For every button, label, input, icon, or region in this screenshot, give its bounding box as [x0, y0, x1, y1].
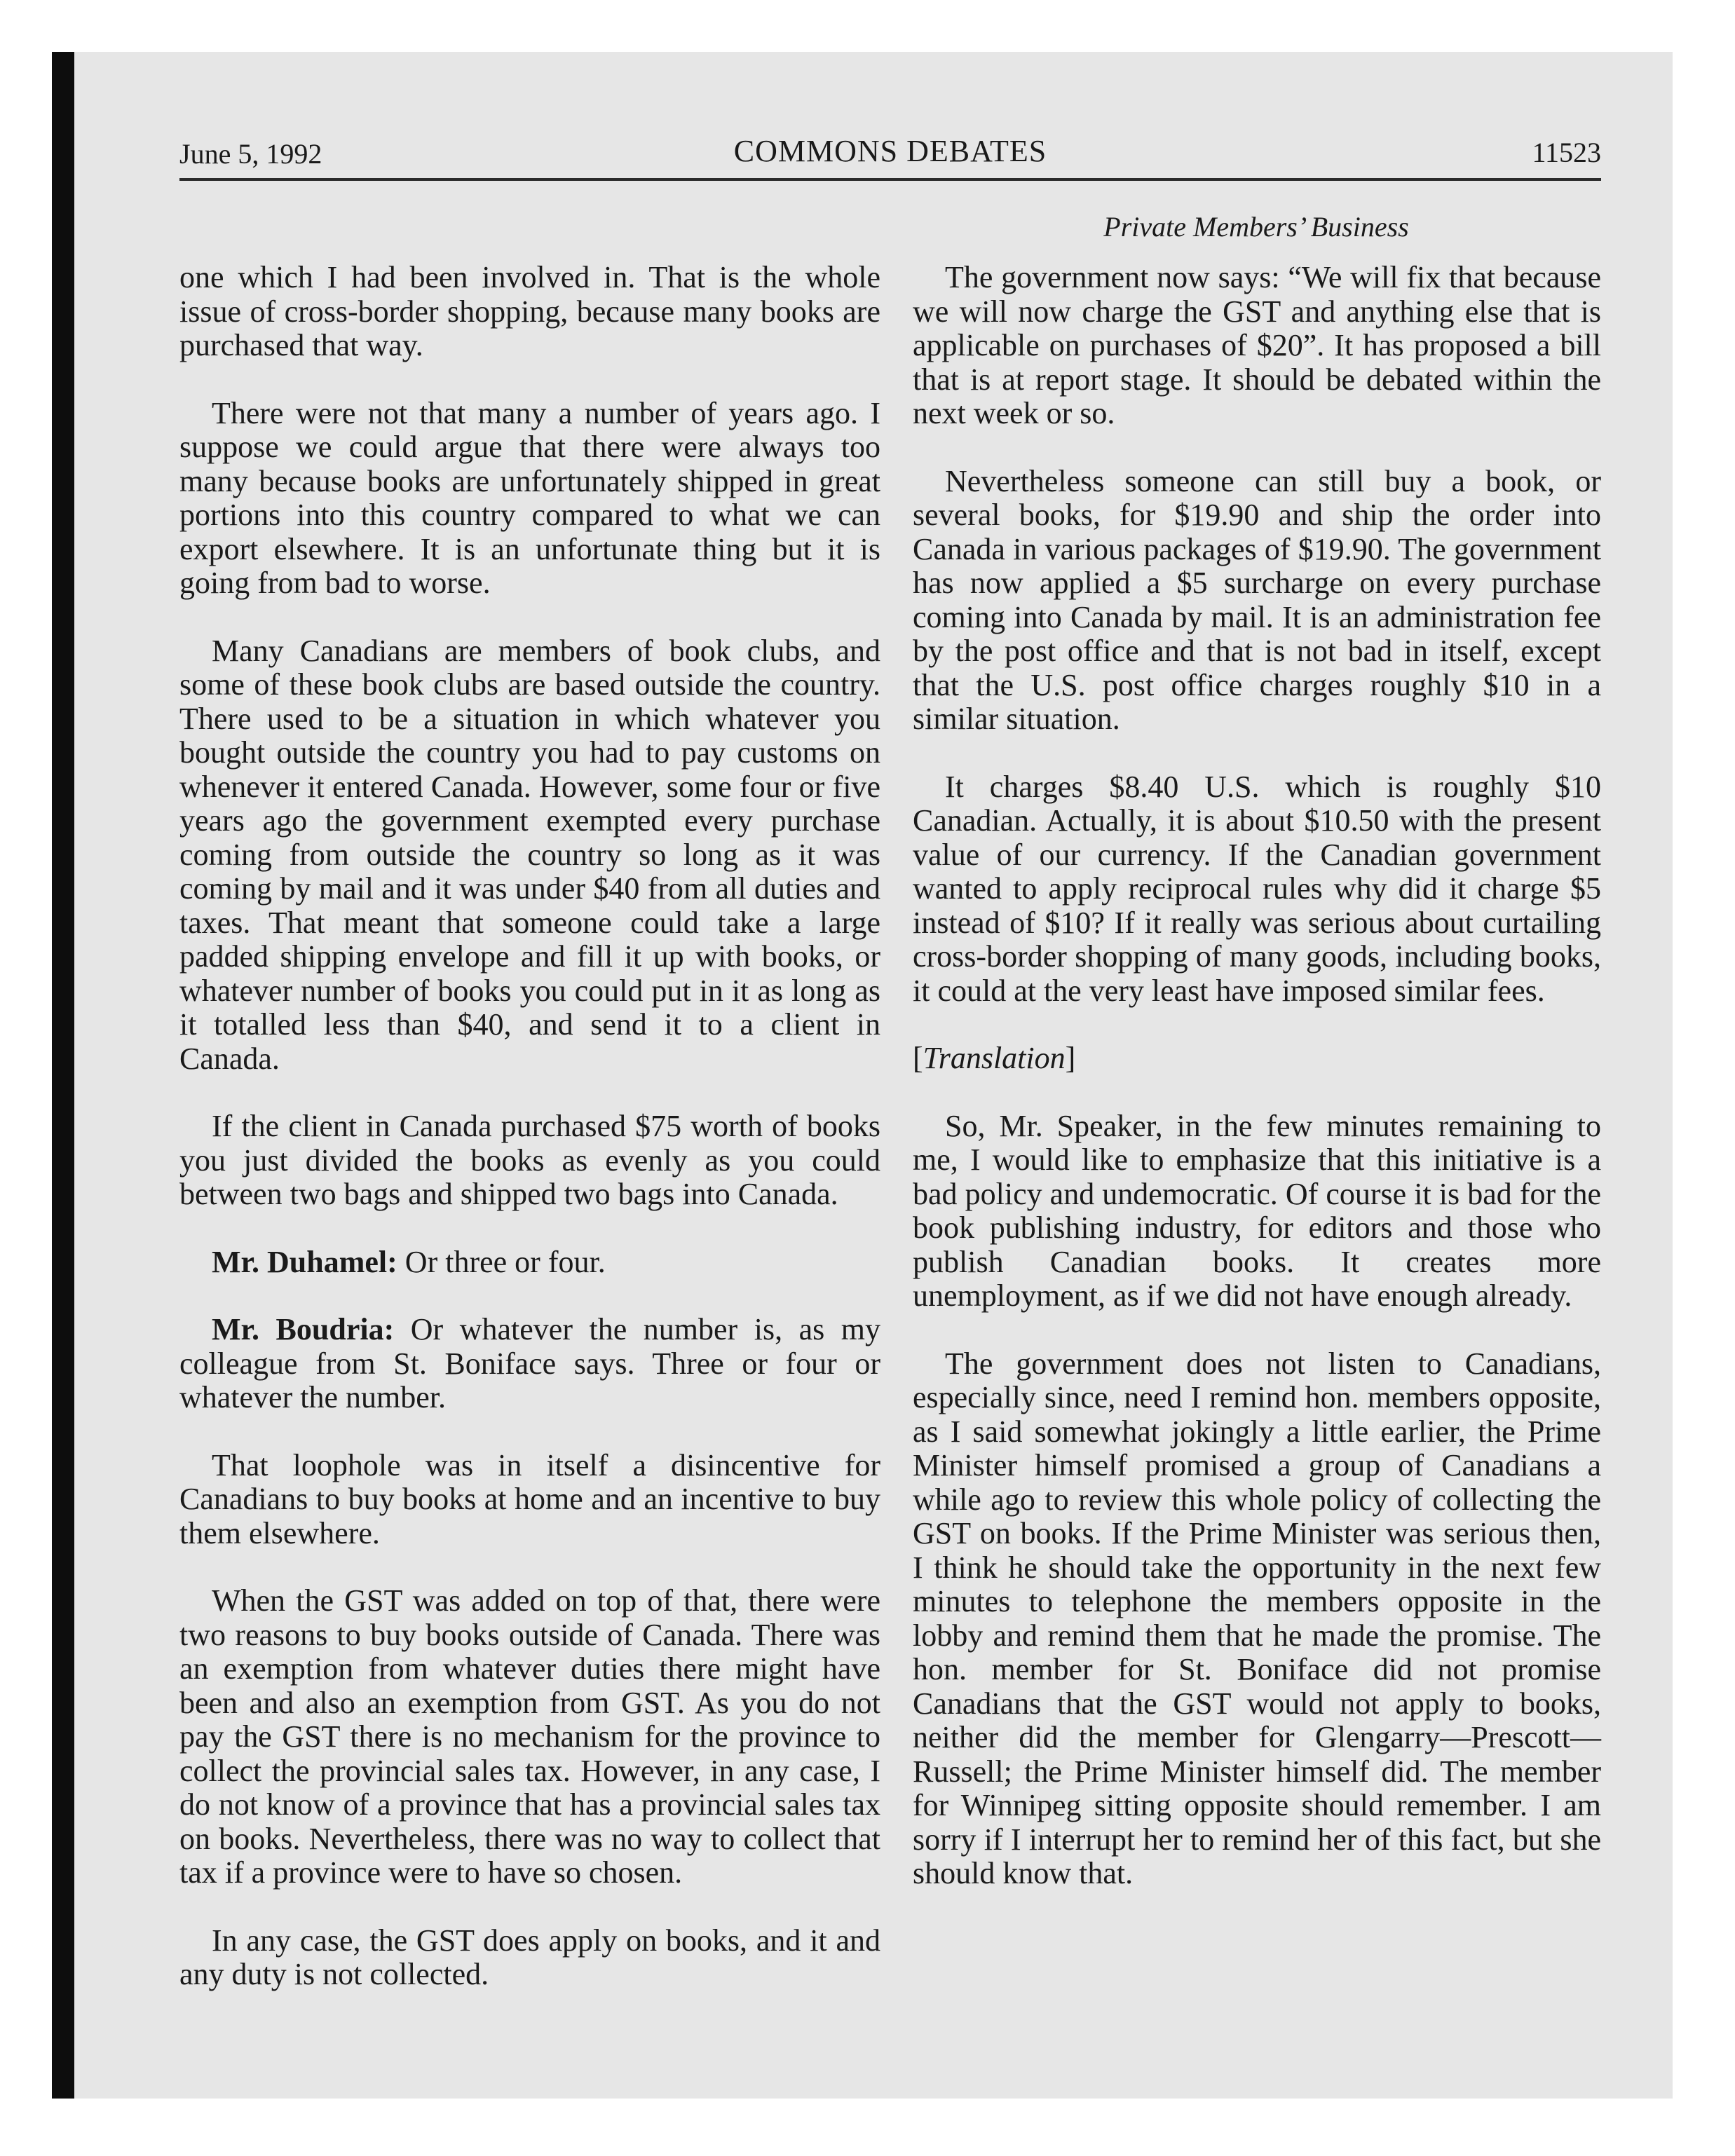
header-date: June 5, 1992 [179, 138, 322, 170]
paragraph: Nevertheless someone can still buy a book, or several books, for $19.90 and ship the order into Canada in various packages of $19.90. The government has now applied a $5 surcharge on every purchase coming into Canada by mail. It is an administration fee by the post office and that is not bad in itself, except that the U.S. post office charges roughly $10 in a similar situation. [913, 463, 1601, 736]
paragraph: When the GST was added on top of that, there were two reasons to buy books outside of Canada. There was an exemption from whatever duties there might have been and also an exemption from GST. As you do not pay the GST there is no mechanism for the province to collect the provincial sales tax. However, in any case, I do not know of a province that has a provincial sales tax on books. Nevertheless, there was no way to collect that tax if a province were to have so chosen. [179, 1583, 880, 1890]
bracket-close: ] [1065, 1041, 1076, 1075]
speaker-name: Mr. Duhamel: [212, 1244, 397, 1279]
header-page-number: 11523 [1532, 137, 1601, 168]
paragraph: If the client in Canada purchased $75 worth of books you just divided the books as evenly as you could between two bags and shipped two bags into Canada. [179, 1109, 880, 1211]
scan-binding-edge [52, 52, 74, 2099]
paragraph: The government now says: “We will fix that because we will now charge the GST and anything else that is applicable on purchases of $20”. It has proposed a bill that is at report stage. It should be debated within the next week or so. [913, 260, 1601, 430]
paragraph: That loophole was in itself a disincentive for Canadians to buy books at home and an incentive to buy them elsewhere. [179, 1447, 880, 1550]
paragraph: In any case, the GST does apply on books, and it and any duty is not collected. [179, 1923, 880, 1991]
paragraph: It charges $8.40 U.S. which is roughly $10 Canadian. Actually, it is about $10.50 with the present value of our currency. If the Canadian government wanted to apply reciprocal rules why did it charge $5 instead of $10? If it really was serious about curtailing cross-border shopping of many goods, including books, it could at the very least have imposed similar fees. [913, 769, 1601, 1008]
paragraph: one which I had been involved in. That is the whole issue of cross-border shopping, because many books are purchased that way. [179, 260, 880, 362]
paragraph: Many Canadians are members of book clubs, and some of these book clubs are based outside the country. There used to be a situation in which whatever you bought outside the country you had to pay customs on whenever it entered Canada. However, some four or five years ago the government exempted every purchase coming from outside the country so long as it was coming by mail and it was under $40 from all duties and taxes. That meant that someone could take a large padded shipping envelope and fill it up with books, or whatever number of books you could put in it as long as it totalled less than $40, and send it to a client in Canada. [179, 633, 880, 1076]
bracket-open: [ [913, 1041, 923, 1075]
paragraph: The government does not listen to Canadians, especially since, need I remind hon. members opposite, as I said somewhat jokingly a little earlier, the Prime Minister himself promised a group of Canadians a while ago to review this whole policy of collecting the GST on books. If the Prime Minister was serious then, I think he should take the opportunity in the next few minutes to telephone the members opposite in the lobby and remind them that he made the promise. The hon. member for St. Boniface did not promise Canadians that the GST would not apply to books, neither did the member for Glengarry—Prescott—Russell; the Prime Minister himself did. The member for Winnipeg sitting opposite should remember. I am sorry if I interrupt her to remind her of this fact, but she should know that. [913, 1346, 1601, 1890]
speaker-paragraph [179, 1313, 880, 1415]
section-title: Private Members’ Business [1103, 211, 1409, 243]
paragraph: So, Mr. Speaker, in the few minutes remaining to me, I would like to emphasize that this initiative is a bad policy and undemocratic. Of course it is bad for the book publishing industry, for editors and those who publish Canadian books. It creates more unemployment, as if we did not have enough already. [913, 1108, 1601, 1313]
header-title: COMMONS DEBATES [733, 134, 1047, 168]
left-column [179, 261, 880, 2026]
speaker-text: Or whatever the number is, as my colleague from St. Boniface says. Three or four or whatever the number. [179, 1312, 880, 1414]
page-header [179, 133, 1601, 181]
paragraph: There were not that many a number of years ago. I suppose we could argue that there were always too many because books are unfortunately shipped in great portions into this country compared to what we can export elsewhere. It is an unfortunate thing but it is going from bad to worse. [179, 395, 880, 600]
speaker-text: Or three or four. [397, 1244, 606, 1279]
right-column [913, 261, 1601, 1925]
speaker-paragraph [179, 1246, 880, 1280]
translation-label: Translation [923, 1041, 1066, 1075]
speaker-name: Mr. Boudria: [212, 1312, 395, 1346]
translation-marker [913, 1042, 1601, 1076]
